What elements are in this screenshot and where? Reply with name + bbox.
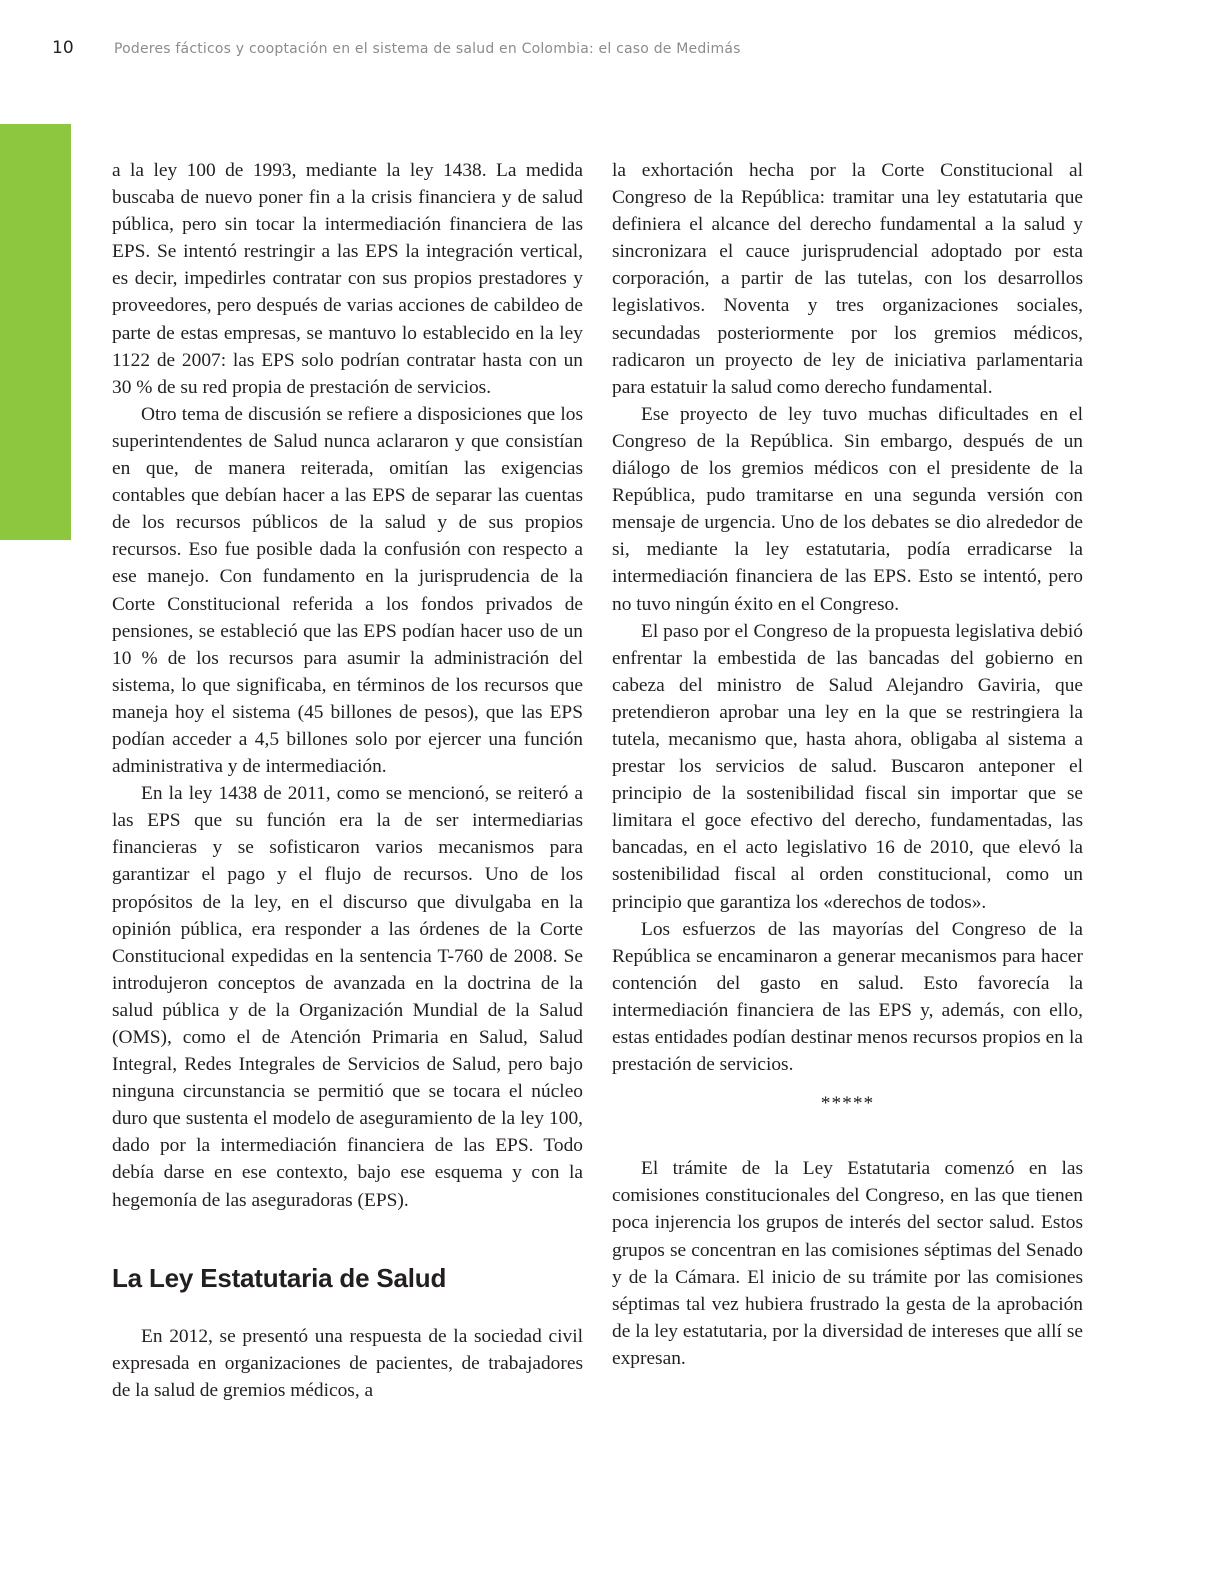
paragraph: Otro tema de discusión se refiere a disposiciones que los superintendentes de Salud nunca aclararon y que consistían en que, de manera reiterada, omitían las exigencias contables que debían hacer a las EPS de separar las cuentas de los recursos públicos de la salud y de sus propios recursos. Eso fue posible dada la confusión con respecto a ese manejo. Con fundamento en la jurisprudencia de la Corte Constitucional referida a los fondos privados de pensiones, se estableció que las EPS podían hacer uso de un 10 % de los recursos para asumir la administración del sistema, lo que significaba, en términos de los recursos que maneja hoy el sistema (45 billones de pesos), que las EPS podían acceder a 4,5 billones solo por ejercer una función administrativa y de intermediación. [112, 403, 583, 778]
paragraph: la exhortación hecha por la Corte Constitucional al Congreso de la República: tramitar una ley estatutaria que definiera el alcance del derecho fundamental a la salud y sincronizara el cauce jurisprudencial adoptado por esta corporación, a partir de las tutelas, con los desarrollos legislativos. Noventa y tres organizaciones sociales, secundadas posteriormente por los gremios médicos, radicaron un proyecto de ley de iniciativa parlamentaria para estatuir la salud como derecho fundamental. [612, 160, 1083, 398]
left-column [112, 157, 583, 1404]
chapter-color-tab [0, 124, 71, 540]
paragraph: Los esfuerzos de las mayorías del Congreso de la República se encaminaron a generar mecanismos para hacer contención del gasto en salud. Esto favorecía la intermediación financiera de las EPS y, además, con ello, estas entidades podían destinar menos recursos propios en la prestación de servicios. [612, 918, 1083, 1076]
paragraph: El trámite de la Ley Estatutaria comenzó en las comisiones constitucionales del Congreso, en las que tienen poca injerencia los grupos de interés del sector salud. Estos grupos se concentran en las comisiones séptimas del Senado y de la Cámara. El inicio de su trámite por las comisiones séptimas tal vez hubiera frustrado la gesta de la aprobación de la ley estatutaria, por la diversidad de intereses que allí se expresan. [612, 1158, 1083, 1369]
page-header [52, 38, 1164, 64]
section-heading: La Ley Estatutaria de Salud [112, 1262, 447, 1293]
paragraph: En 2012, se presentó una respuesta de la sociedad civil expresada en organizaciones de pacientes, de trabajadores de la salud de gremios médicos, a [112, 1325, 583, 1401]
paragraph: a la ley 100 de 1993, mediante la ley 1438. La medida buscaba de nuevo poner fin a la crisis financiera y de salud pública, pero sin tocar la intermediación financiera de las EPS. Se intentó restringir a las EPS la integración vertical, es decir, impedirles contratar con sus propios prestadores y proveedores, pero después de varias acciones de cabildeo de parte de estas empresas, se mantuvo lo establecido en la ley 1122 de 2007: las EPS solo podrían contratar hasta con un 30 % de su red propia de prestación de servicios. [112, 160, 583, 398]
paragraph: En la ley 1438 de 2011, como se mencionó, se reiteró a las EPS que su función era la de ser intermediarias financieras y se sofisticaron varios mecanismos para garantizar el pago y el flujo de recursos. Uno de los propósitos de la ley, en el discurso que divulgaba en la opinión pública, era responder a las órdenes de la Corte Constitucional expedidas en la sentencia T-760 de 2008. Se introdujeron conceptos de avanzada en la doctrina de la salud pública y de la Organización Mundial de la Salud (OMS), como el de Atención Primaria en Salud, Salud Integral, Redes Integrales de Servicios de Salud, pero bajo ninguna circunstancia se permitió que se tocara el núcleo duro que sustenta el modelo de aseguramiento de la ley 100, dado por la intermediación financiera de las EPS. Todo debía darse en ese contexto, bajo ese esquema y con la hegemonía de las aseguradoras (EPS). [112, 783, 583, 1211]
paragraph: Ese proyecto de ley tuvo muchas dificultades en el Congreso de la República. Sin embargo, después de un diálogo de los gremios médicos con el presidente de la República, pudo tramitarse en una segunda versión con mensaje de urgencia. Uno de los debates se dio alrededor de si, mediante la ley estatutaria, podía erradicarse la intermediación financiera de las EPS. Esto se intentó, pero no tuvo ningún éxito en el Congreso. [612, 403, 1083, 615]
page-number: 10 [52, 38, 74, 58]
right-column [612, 157, 1083, 1372]
section-separator: ***** [820, 1093, 875, 1115]
running-title: Poderes fácticos y cooptación en el sistema de salud en Colombia: el caso de Medimás [114, 41, 741, 57]
paragraph: El paso por el Congreso de la propuesta legislativa debió enfrentar la embestida de las bancadas del gobierno en cabeza del ministro de Salud Alejandro Gaviria, que pretendieron aprobar una ley en la que se restringiera la tutela, mecanismo que, hasta ahora, obligaba al sistema a prestar los servicios de salud. Buscaron anteponer el principio de la sostenibilidad fiscal sin importar que se limitara el goce efectivo del derecho, fundamentadas, las bancadas, en el acto legislativo 16 de 2010, que elevó la sostenibilidad fiscal al orden constitucional, como un principio que garantiza los «derechos de todos». [612, 620, 1083, 913]
